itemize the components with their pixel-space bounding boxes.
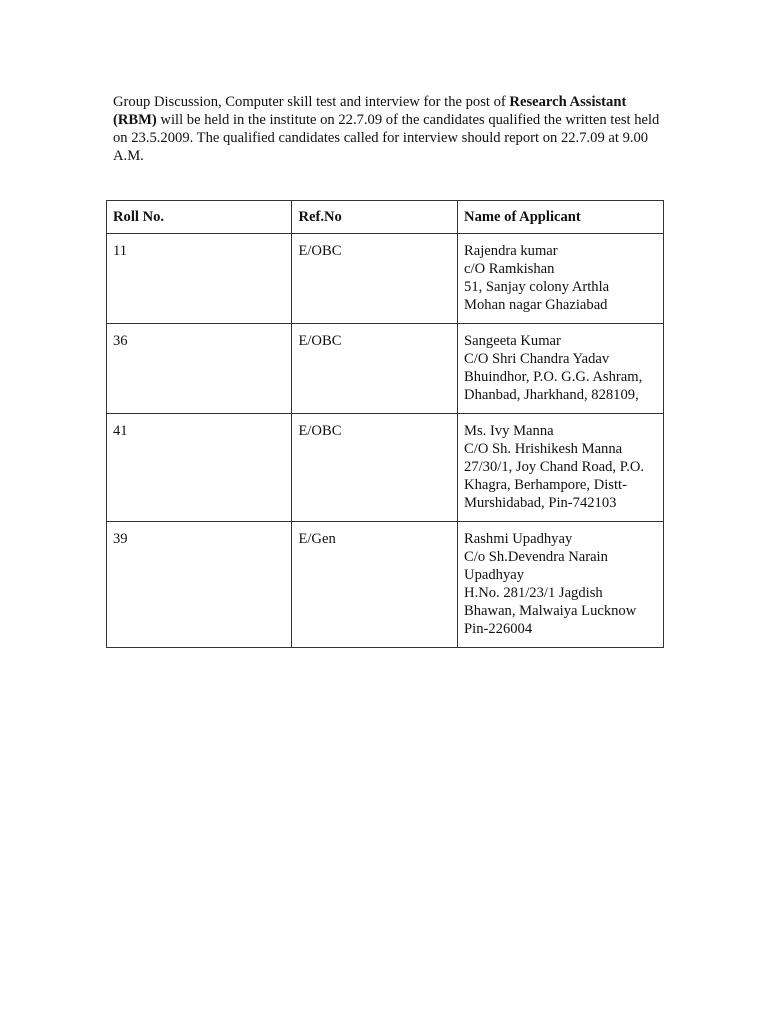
applicant-cell xyxy=(458,234,664,324)
applicant-line: Rajendra kumar xyxy=(464,243,558,259)
applicant-line: H.No. 281/23/1 Jagdish xyxy=(464,585,603,601)
applicant-line: Upadhyay xyxy=(464,567,525,583)
roll-no-cell: 36 xyxy=(107,324,292,414)
table-row xyxy=(107,234,664,324)
applicant-line: Bhawan, Malwaiya Lucknow xyxy=(464,603,637,619)
applicant-name-header: Name of Applicant xyxy=(458,201,664,234)
ref-no-cell: E/OBC xyxy=(292,234,458,324)
table-row xyxy=(107,414,664,522)
applicant-line: Khagra, Berhampore, Distt- xyxy=(464,477,627,493)
applicant-line: Dhanbad, Jharkhand, 828109, xyxy=(464,387,639,403)
applicant-line: Pin-226004 xyxy=(464,621,533,637)
ref-no-cell: E/OBC xyxy=(292,324,458,414)
applicant-line: Sangeeta Kumar xyxy=(464,333,561,349)
ref-no-cell: E/Gen xyxy=(292,522,458,648)
applicant-line: 51, Sanjay colony Arthla xyxy=(464,279,610,295)
applicant-line: C/O Shri Chandra Yadav xyxy=(464,351,610,367)
roll-no-cell: 39 xyxy=(107,522,292,648)
applicants-table xyxy=(106,200,664,648)
applicant-line: 27/30/1, Joy Chand Road, P.O. xyxy=(464,459,645,475)
notice-paragraph xyxy=(113,93,661,165)
applicant-cell xyxy=(458,324,664,414)
applicant-line: C/O Sh. Hrishikesh Manna xyxy=(464,441,623,457)
applicant-line: Mohan nagar Ghaziabad xyxy=(464,297,608,313)
notice-text-start: Group Discussion, Computer skill test and interview for the post of xyxy=(113,94,510,110)
table-row xyxy=(107,324,664,414)
applicant-cell xyxy=(458,414,664,522)
applicant-line: c/O Ramkishan xyxy=(464,261,555,277)
ref-no-header: Ref.No xyxy=(292,201,458,234)
roll-no-cell: 41 xyxy=(107,414,292,522)
applicant-line: Rashmi Upadhyay xyxy=(464,531,573,547)
roll-no-cell: 11 xyxy=(107,234,292,324)
roll-no-header: Roll No. xyxy=(107,201,292,234)
post-title: Research Assistant (RBM) xyxy=(113,94,627,128)
table-row xyxy=(107,522,664,648)
applicant-line: Murshidabad, Pin-742103 xyxy=(464,495,617,511)
applicant-line: Ms. Ivy Manna xyxy=(464,423,554,439)
applicant-line: C/o Sh.Devendra Narain xyxy=(464,549,608,565)
ref-no-cell: E/OBC xyxy=(292,414,458,522)
applicant-cell xyxy=(458,522,664,648)
table-header-row xyxy=(107,201,664,234)
applicant-line: Bhuindhor, P.O. G.G. Ashram, xyxy=(464,369,643,385)
notice-text-end: will be held in the institute on 22.7.09 of the candidates qualified the written test held on 23.5.2009. The qualified candidates called for interview should report on 22.7.09 at 9.00 A.M. xyxy=(113,112,660,164)
